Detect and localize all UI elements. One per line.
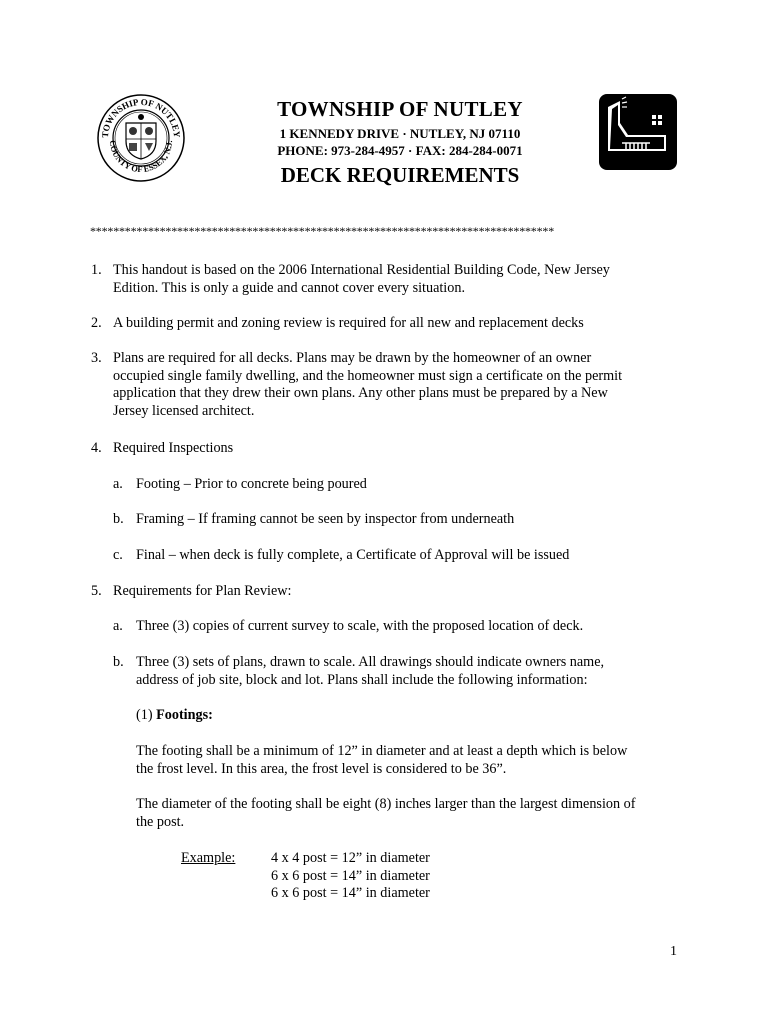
footings-paragraph-2: The diameter of the footing shall be eight (8) inches larger than the largest dimension of the post. — [136, 796, 636, 830]
item-5b-letter: b. — [113, 654, 124, 670]
address-line: 1 KENNEDY DRIVE · NUTLEY, NJ 07110 — [279, 126, 521, 141]
township-title: TOWNSHIP OF NUTLEY — [277, 97, 523, 121]
house-logo-icon — [598, 93, 678, 171]
item-3-number: 3. — [91, 350, 102, 366]
item-5a-letter: a. — [113, 618, 123, 634]
item-4b-text: Framing – If framing cannot be seen by inspector from underneath — [136, 511, 515, 527]
page-number: 1 — [670, 944, 677, 959]
item-2-number: 2. — [91, 315, 102, 331]
separator-line: ******************************************************************************** — [90, 224, 555, 238]
example-item: 6 x 6 post = 14” in diameter — [271, 867, 430, 884]
item-1-number: 1. — [91, 262, 102, 278]
item-5-number: 5. — [91, 583, 102, 599]
item-4c-text: Final – when deck is fully complete, a Certificate of Approval will be issued — [136, 547, 570, 563]
item-3-text: Plans are required for all decks. Plans may be drawn by the homeowner of an owner occupied single family dwelling, and the homeowner must sign a certificate on the permit application that they drew their own plans. Any other plans must be prepared by a New Jersey licensed architect. — [113, 350, 623, 419]
item-4c-letter: c. — [113, 547, 123, 563]
example-item: 4 x 4 post = 12” in diameter — [271, 850, 430, 866]
example-list — [271, 850, 571, 903]
svg-text:TOWNSHIP OF NUTLEY: TOWNSHIP OF NUTLEY — [99, 96, 183, 139]
township-seal-icon — [96, 93, 186, 183]
item-4-text: Required Inspections — [113, 440, 234, 456]
item-5a-text: Three (3) copies of current survey to scale, with the proposed location of deck. — [136, 618, 584, 634]
example-label: Example: — [181, 850, 236, 866]
item-5-text: Requirements for Plan Review: — [113, 583, 292, 599]
item-4a-text: Footing – Prior to concrete being poured — [136, 476, 367, 492]
example-item: 6 x 6 post = 14” in diameter — [271, 885, 430, 901]
svg-text:COUNTY OF ESSEX, N.J.: COUNTY OF ESSEX, N.J. — [107, 139, 175, 175]
item-5b-text: Three (3) sets of plans, drawn to scale. All drawings should indicate owners name, address of job site, block and lot. Plans shall include the following information: — [136, 654, 605, 688]
item-1-text: This handout is based on the 2006 International Residential Building Code, New Jersey Edition. This is only a guide and cannot cover every situation. — [113, 262, 610, 296]
phone-fax-line: PHONE: 973-284-4957 · FAX: 284-284-0071 — [277, 143, 523, 158]
document-title: DECK REQUIREMENTS — [280, 163, 520, 187]
item-4a-letter: a. — [113, 476, 123, 492]
footings-paragraph-1: The footing shall be a minimum of 12” in diameter and at least a depth which is below the frost level. In this area, the frost level is considered to be 36”. — [136, 743, 628, 777]
footings-heading: (1) Footings: — [136, 707, 213, 723]
item-2-text: A building permit and zoning review is required for all new and replacement decks — [113, 315, 584, 331]
item-4-number: 4. — [91, 440, 102, 456]
item-4b-letter: b. — [113, 511, 124, 527]
